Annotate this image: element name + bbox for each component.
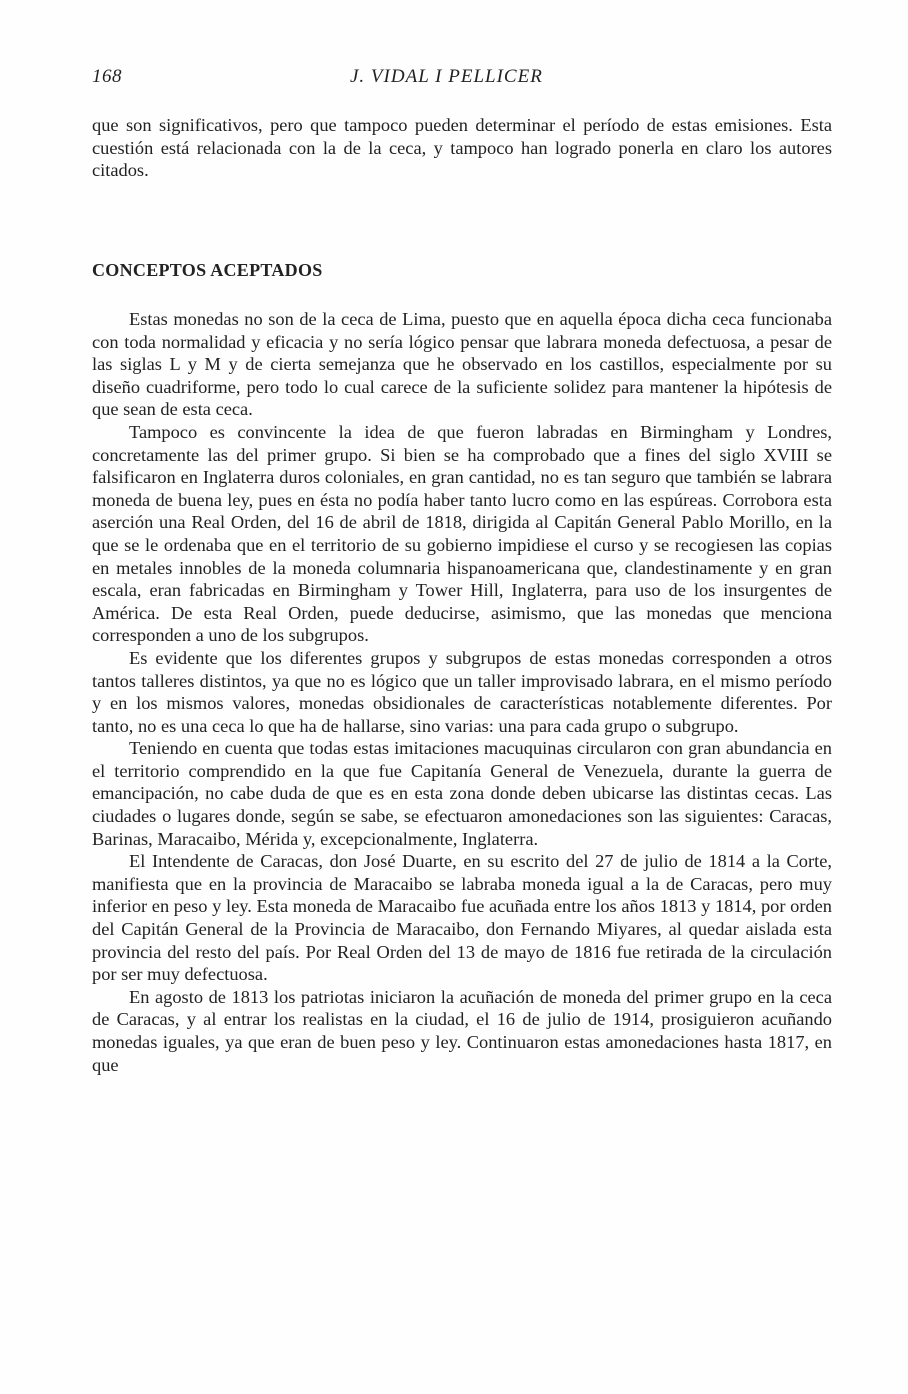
paragraph-5: El Intendente de Caracas, don José Duarte, en su escrito del 27 de julio de 1814 a la Corte, manifiesta que en la provincia de Maracaibo se labraba moneda igual a la de Caracas, pero muy inferior en peso y ley. Esta moneda de Maracaibo fue acuñada entre los años 1813 y 1814, por orden del Capitán General de la Provincia de Maracaibo, don Fernando Miyares, al quedar aislada esta provincia del resto del país. Por Real Orden del 13 de mayo de 1816 fue retirada de la circulación por ser muy defectuosa. bbox=[92, 851, 832, 985]
page-number: 168 bbox=[92, 66, 122, 87]
running-header bbox=[92, 66, 832, 94]
paragraph-1: Estas monedas no son de la ceca de Lima, puesto que en aquella época dicha ceca funcionaba con toda normalidad y eficacia y no sería lógico pensar que labrara moneda defectuosa, a pesar de las siglas L y M y de cierta semejanza que he observado en los castillos, especialmente por su diseño cuadriforme, pero todo lo cual carece de la suficiente solidez para mantener la hipótesis de que sean de esta ceca. bbox=[92, 309, 832, 420]
section-body bbox=[92, 308, 832, 1076]
paragraph-2: Tampoco es convincente la idea de que fueron labradas en Birmingham y Londres, concretamente las del primer grupo. Si bien se ha comprobado que a fines del siglo XVIII se falsificaron en Inglaterra duros coloniales, en gran cantidad, no es tan seguro que también se labrara moneda de buena ley, pues en ésta no podía haber tanto lucro como en las espúreas. Corrobora esta aserción una Real Orden, del 16 de abril de 1818, dirigida al Capitán General Pablo Morillo, en la que se le ordenaba que en el territorio de su gobierno impidiese el curso y se recogiesen las copias en metales innobles de la moneda columnaria hispanoamericana que, clandestinamente y en gran escala, eran fabricadas en Birmingham y Tower Hill, Inglaterra, para uso de los insurgentes de América. De esta Real Orden, puede deducirse, asimismo, que las monedas que menciona corresponden a uno de los subgrupos. bbox=[92, 421, 832, 646]
paragraph-3: Es evidente que los diferentes grupos y subgrupos de estas monedas corresponden a otros tantos talleres distintos, ya que no es lógico que un taller improvisado labrara, en el mismo período y en los mismos valores, monedas obsidionales de características notablemente diferentes. Por tanto, no es una ceca lo que ha de hallarse, sino varias: una para cada grupo o subgrupo. bbox=[92, 647, 832, 736]
paragraph-6: En agosto de 1813 los patriotas iniciaron la acuñación de moneda del primer grupo en la ceca de Caracas, y al entrar los realistas en la ciudad, el 16 de julio de 1914, prosiguieron acuñando monedas iguales, ya que eran de buen peso y ley. Continuaron estas amonedaciones hasta 1817, en que bbox=[92, 986, 832, 1075]
paragraph-4: Teniendo en cuenta que todas estas imitaciones macuquinas circularon con gran abundancia en el territorio comprendido en la que fue Capitanía General de Venezuela, durante la guerra de emancipación, no cabe duda de que es en esta zona donde deben ubicarse las distintas cecas. Las ciudades o lugares donde, según se sabe, se efectuaron amonedaciones son las siguientes: Caracas, Barinas, Maracaibo, Mérida y, excepcionalmente, Inglaterra. bbox=[92, 738, 832, 849]
section-heading: CONCEPTOS ACEPTADOS bbox=[92, 260, 323, 280]
intro-text bbox=[92, 114, 832, 182]
intro-paragraph: que son significativos, pero que tampoco pueden determinar el período de estas emisiones. Esta cuestión está relacionada con la de la ceca, y tampoco han logrado ponerla en claro los autores citados. bbox=[92, 115, 832, 181]
running-title: J. VIDAL I PELLICER bbox=[350, 66, 543, 87]
